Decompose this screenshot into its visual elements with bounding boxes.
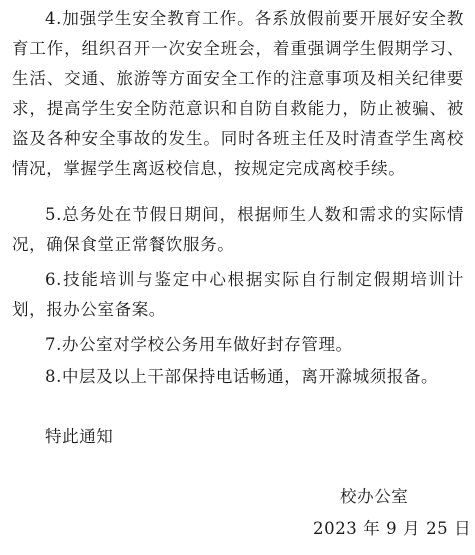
closing-notice: 特此通知 [45,427,114,446]
item-7-paragraph: 7.办公室对学校公务用车做好封存管理。 [45,335,353,354]
item-5-paragraph: 5.总务处在节假日期间，根据师生人数和需求的实际情况，确保食堂正常餐饮服务。 [12,205,464,254]
item-6-paragraph: 6.技能培训与鉴定中心根据实际自行制定假期培训计划，报办公室备案。 [12,270,464,319]
item-4-paragraph: 4.加强学生安全教育工作。各系放假前要开展好安全教育工作，组织召开一次安全班会，着重强调学生假期学习、生活、交通、旅游等方面安全工作的注意事项及相关纪律要求，提高学生安全防范意识和自防自救能力，防止被骗、被盗及各种安全事故的发生。同时各班主任及时清查学生离校情况，掌握学生离返校信息，按规定完成离校手续。 [12,9,464,178]
issue-date: 2023 年 9 月 25 日 [313,519,472,538]
issuer-signature: 校办公室 [340,487,409,506]
item-8-paragraph: 8.中层及以上干部保持电话畅通，离开滁城须报备。 [45,367,439,386]
